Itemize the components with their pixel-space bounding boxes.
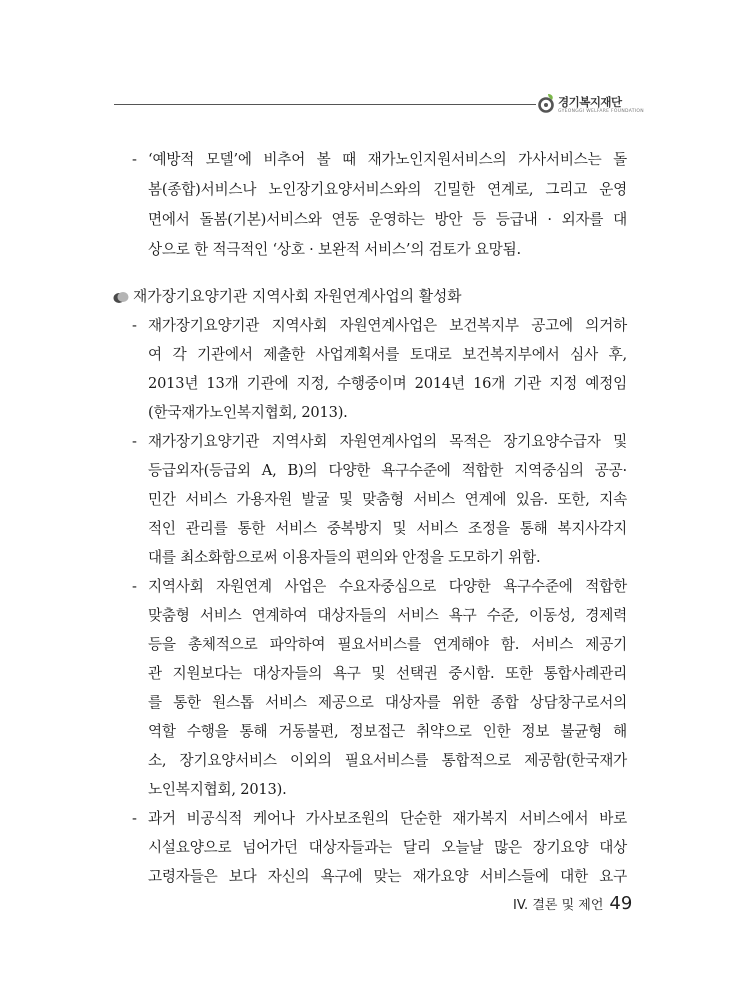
- chapter-label: IV. 결론 및 제언: [513, 898, 604, 913]
- text-line: 상으로 한 적극적인 ‘상호 · 보완적 서비스’의 검토가 요망됨.: [148, 241, 521, 258]
- text-line: 민간 서비스 가용자원 발굴 및 맞춤형 서비스 연계에 있음. 또한, 지속: [148, 491, 627, 508]
- dash-marker: -: [132, 578, 137, 595]
- section-title: 재가장기요양기관 지역사회 자원연계사업의 활성화: [133, 288, 462, 305]
- text-line: 관 지원보다는 대상자들의 욕구 및 선택권 중시함. 또한 통합사례관리: [148, 665, 627, 682]
- text-line: 대를 최소화함으로써 이용자들의 편의와 안정을 도모하기 위함.: [148, 549, 541, 566]
- text-line: 소, 장기요양서비스 이외의 필요서비스를 통합적으로 제공함(한국재가: [148, 752, 627, 769]
- text-line: 등급외자(등급외 A, B)의 다양한 욕구수준에 적합한 지역중심의 공공·: [148, 462, 627, 479]
- text-line: 노인복지협회, 2013).: [148, 781, 287, 798]
- text-line: 시설요양으로 넘어가던 대상자들과는 달리 오늘날 많은 장기요양 대상: [148, 839, 627, 856]
- text-line: 봄(종합)서비스나 노인장기요양서비스와의 긴밀한 연계로, 그리고 운영: [148, 181, 627, 198]
- foundation-logo-icon: [538, 92, 556, 116]
- org-subtitle: GYEONGGI WELFARE FOUNDATION: [558, 109, 644, 114]
- dash-marker: -: [132, 433, 137, 450]
- text-line: 지역사회 자원연계 사업은 수요자중심으로 다양한 욕구수준에 적합한: [148, 578, 627, 595]
- page-footer: [513, 893, 632, 914]
- text-line: ‘예방적 모델’에 비추어 볼 때 재가노인지원서비스의 가사서비스는 돌: [148, 151, 627, 168]
- dash-marker: -: [132, 317, 137, 334]
- text-line: 2013년 13개 기관에 지정, 수행중이며 2014년 16개 기관 지정 예정임: [148, 375, 627, 392]
- text-line: 고령자들은 보다 자신의 욕구에 맞는 재가요양 서비스들에 대한 요구: [148, 868, 627, 885]
- text-line: (한국재가노인복지협회, 2013).: [148, 404, 348, 421]
- text-line: 를 통한 원스톱 서비스 제공으로 대상자를 위한 종합 상담창구로서의: [148, 694, 627, 711]
- text-line: 재가장기요양기관 지역사회 자원연계사업의 목적은 장기요양수급자 및: [148, 433, 627, 450]
- text-line: 맞춤형 서비스 연계하여 대상자들의 서비스 욕구 수준, 이동성, 경제력: [148, 607, 627, 624]
- org-name: 경기복지재단: [558, 95, 622, 109]
- dash-marker: -: [132, 151, 137, 168]
- header-rule: [114, 104, 536, 105]
- text-line: 적인 관리를 통한 서비스 중복방지 및 서비스 조정을 통해 복지사각지: [148, 520, 627, 537]
- text-line: 여 각 기관에서 제출한 사업계획서를 토대로 보건복지부에서 심사 후,: [148, 346, 627, 363]
- section-bullet-icon: [113, 291, 129, 304]
- text-line: 과거 비공식적 케어나 가사보조원의 단순한 재가복지 서비스에서 바로: [148, 810, 627, 827]
- dash-marker: -: [132, 810, 137, 827]
- text-line: 면에서 돌봄(기본)서비스와 연동 운영하는 방안 등 등급내 · 외자를 대: [148, 211, 627, 228]
- text-line: 역할 수행을 통해 거동불편, 정보접근 취약으로 인한 정보 불균형 해: [148, 723, 627, 740]
- text-line: 재가장기요양기관 지역사회 자원연계사업은 보건복지부 공고에 의거하: [148, 317, 627, 334]
- page-number: 49: [609, 893, 633, 914]
- text-line: 등을 총체적으로 파악하여 필요서비스를 연계해야 함. 서비스 제공기: [148, 636, 627, 653]
- org-logo: [538, 90, 650, 120]
